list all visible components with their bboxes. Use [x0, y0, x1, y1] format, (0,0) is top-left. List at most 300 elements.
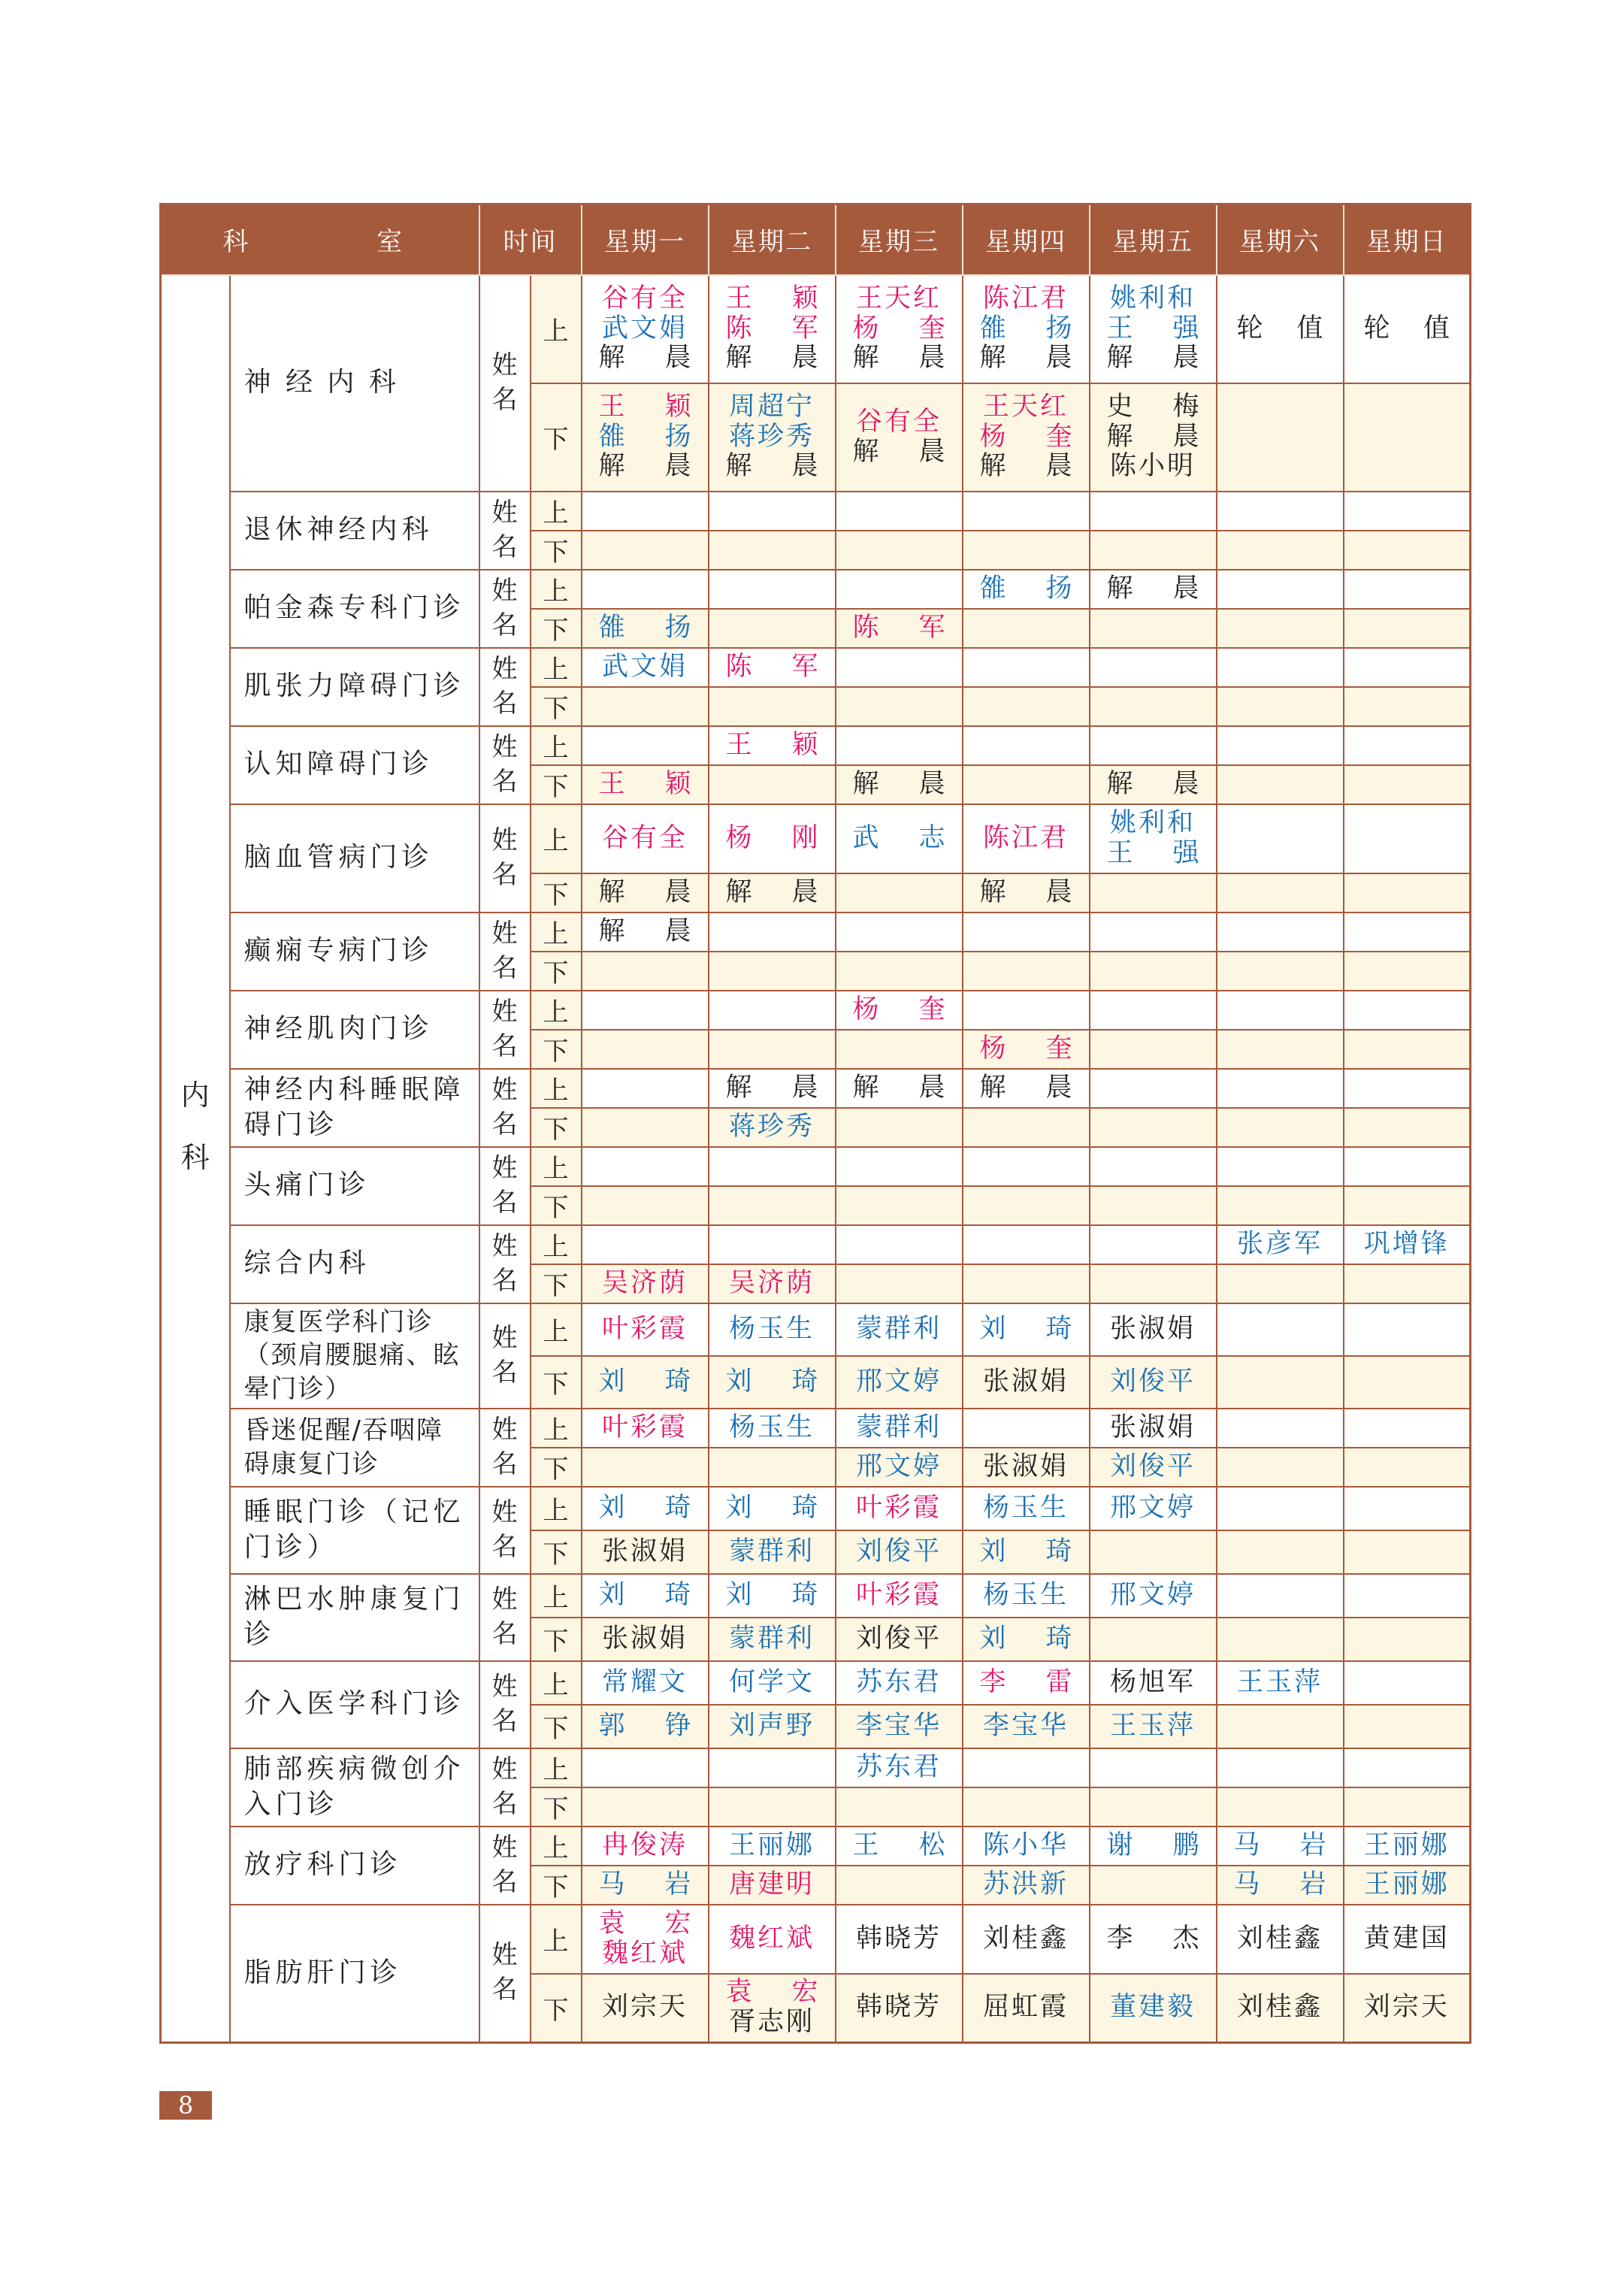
name-label: [479, 492, 531, 570]
schedule-cell: [1344, 765, 1471, 804]
schedule-cell: [963, 1030, 1090, 1069]
schedule-cell: [1217, 1705, 1344, 1748]
doctor-name: 谷有全: [601, 283, 688, 313]
doctor-name: 姚利和: [1109, 283, 1196, 313]
schedule-cell: [1217, 1147, 1344, 1186]
doctor-name: 吴济荫: [601, 1267, 688, 1298]
morning-label: 上: [531, 1748, 582, 1787]
schedule-cell: [1344, 609, 1471, 648]
schedule-cell: [1344, 1225, 1471, 1264]
schedule-body: [161, 275, 1471, 2043]
schedule-cell: [1090, 1186, 1217, 1225]
doctor-name: 王颖: [725, 729, 818, 760]
schedule-cell: [1344, 275, 1471, 383]
name-label-text: 姓名: [491, 653, 518, 719]
schedule-cell: [963, 1530, 1090, 1574]
schedule-cell: [963, 1574, 1090, 1618]
doctor-name: 雒扬: [598, 612, 691, 643]
schedule-cell: [582, 1530, 709, 1574]
name-label: [479, 275, 531, 492]
clinic-name: 昏迷促醒/吞咽障碍康复门诊: [230, 1409, 479, 1487]
schedule-cell: [1217, 1787, 1344, 1827]
schedule-cell: [582, 1905, 709, 1974]
schedule-cell: [836, 648, 963, 687]
morning-label: 上: [531, 1409, 582, 1448]
doctor-name: 邢文婷: [855, 1366, 942, 1397]
doctor-name: 杨玉生: [728, 1412, 815, 1442]
schedule-cell: [582, 1487, 709, 1530]
doctor-name: 邢文婷: [1109, 1492, 1196, 1523]
doctor-name: 刘琦: [979, 1536, 1072, 1566]
schedule-cell: [1217, 609, 1344, 648]
doctor-name: 史梅: [1106, 391, 1199, 422]
name-label-text: 姓名: [491, 1940, 518, 2005]
schedule-cell: [582, 1225, 709, 1264]
schedule-cell: [1217, 1618, 1344, 1661]
doctor-name: 张淑娟: [1109, 1313, 1196, 1344]
schedule-cell: [1217, 492, 1344, 531]
clinic-name: 综合内科: [230, 1225, 479, 1303]
doctor-name: 袁宏: [725, 1977, 818, 2008]
name-label: [479, 991, 531, 1069]
name-label: [479, 1069, 531, 1147]
schedule-cell: [582, 531, 709, 570]
schedule-cell: [1090, 1409, 1217, 1448]
doctor-name: 杨刚: [725, 822, 818, 853]
schedule-cell: [836, 1705, 963, 1748]
schedule-cell: [709, 570, 836, 609]
schedule-cell: [1217, 1264, 1344, 1303]
morning-label: 上: [531, 570, 582, 609]
name-label-text: 姓名: [491, 1584, 518, 1649]
clinic-name: 介入医学科门诊: [230, 1661, 479, 1748]
doctor-name: 杨奎: [852, 313, 945, 344]
schedule-cell: [582, 1748, 709, 1787]
schedule-cell: [963, 1827, 1090, 1866]
schedule-cell: [963, 1186, 1090, 1225]
morning-label: 上: [531, 991, 582, 1030]
doctor-name: 王颖: [725, 283, 818, 313]
name-label: [479, 648, 531, 726]
schedule-cell: [1344, 1069, 1471, 1108]
department-group: [161, 275, 230, 2043]
schedule-cell: [963, 1264, 1090, 1303]
schedule-cell: [709, 726, 836, 765]
doctor-name: 魏红斌: [728, 1923, 815, 1954]
doctor-name: 解晨: [852, 343, 945, 374]
schedule-cell: [1090, 1069, 1217, 1108]
doctor-name: 雒扬: [979, 573, 1072, 604]
schedule-cell: [709, 1409, 836, 1448]
doctor-name: 刘声野: [728, 1710, 815, 1741]
doctor-name: 王强: [1106, 837, 1199, 868]
schedule-cell: [1090, 1787, 1217, 1827]
schedule-row: [161, 1827, 1471, 1866]
schedule-cell: [582, 687, 709, 726]
doctor-name: 邢文婷: [855, 1451, 942, 1482]
schedule-cell: [1344, 913, 1471, 952]
schedule-cell: [836, 1108, 963, 1147]
schedule-cell: [1090, 1108, 1217, 1147]
schedule-cell: [836, 1530, 963, 1574]
schedule-cell: [1217, 726, 1344, 765]
doctor-name: 刘俊平: [855, 1536, 942, 1566]
afternoon-label: 下: [531, 687, 582, 726]
schedule-cell: [1090, 1974, 1217, 2043]
schedule-cell: [1344, 570, 1471, 609]
schedule-cell: [1090, 1264, 1217, 1303]
header-monday: 星期一: [582, 204, 709, 275]
outpatient-schedule-table: [159, 203, 1471, 2044]
afternoon-label: 下: [531, 1530, 582, 1574]
schedule-cell: [836, 1069, 963, 1108]
doctor-name: 武文娟: [601, 651, 688, 682]
schedule-cell: [963, 687, 1090, 726]
schedule-cell: [1090, 1225, 1217, 1264]
schedule-cell: [1344, 1030, 1471, 1069]
clinic-name: 帕金森专科门诊: [230, 570, 479, 648]
doctor-name: 吴济荫: [728, 1267, 815, 1298]
schedule-row: [161, 1574, 1471, 1618]
schedule-cell: [709, 913, 836, 952]
doctor-name: 王丽娜: [1363, 1830, 1450, 1860]
clinic-name: 神经肌肉门诊: [230, 991, 479, 1069]
doctor-name: 张淑娟: [1109, 1412, 1196, 1442]
doctor-name: 刘琦: [725, 1366, 818, 1397]
schedule-cell: [1217, 873, 1344, 913]
schedule-cell: [1344, 726, 1471, 765]
schedule-row: [161, 1661, 1471, 1705]
doctor-name: 杨玉生: [982, 1492, 1069, 1523]
doctor-name: 谷有全: [855, 406, 942, 437]
schedule-cell: [963, 1409, 1090, 1448]
schedule-cell: [1217, 531, 1344, 570]
morning-label: 上: [531, 1905, 582, 1974]
schedule-row: [161, 726, 1471, 765]
schedule-cell: [836, 1225, 963, 1264]
afternoon-label: 下: [531, 1866, 582, 1905]
schedule-cell: [1344, 531, 1471, 570]
schedule-cell: [582, 1409, 709, 1448]
name-label-text: 姓名: [491, 1152, 518, 1218]
doctor-name: 张淑娟: [982, 1451, 1069, 1482]
schedule-cell: [836, 1661, 963, 1705]
doctor-name: 屈虹霞: [982, 1992, 1069, 2023]
schedule-cell: [1217, 1186, 1344, 1225]
schedule-cell: [836, 1827, 963, 1866]
schedule-cell: [709, 1705, 836, 1748]
schedule-cell: [1217, 1866, 1344, 1905]
schedule-cell: [963, 383, 1090, 492]
doctor-name: 李雷: [979, 1666, 1072, 1697]
schedule-cell: [1344, 1264, 1471, 1303]
name-label: [479, 1303, 531, 1409]
schedule-cell: [1090, 1866, 1217, 1905]
schedule-cell: [1090, 1356, 1217, 1409]
doctor-name: 李宝华: [855, 1710, 942, 1741]
schedule-row: [161, 1748, 1471, 1787]
schedule-cell: [836, 726, 963, 765]
schedule-cell: [582, 873, 709, 913]
schedule-cell: [1217, 1448, 1344, 1487]
doctor-name: 常耀文: [601, 1666, 688, 1697]
doctor-name: 刘宗天: [1363, 1992, 1450, 2023]
clinic-name: 神经内科睡眠障碍门诊: [230, 1069, 479, 1147]
schedule-cell: [582, 1705, 709, 1748]
schedule-cell: [963, 1303, 1090, 1356]
schedule-cell: [1090, 609, 1217, 648]
morning-label: 上: [531, 1827, 582, 1866]
schedule-row: [161, 991, 1471, 1030]
schedule-cell: [1344, 1705, 1471, 1748]
doctor-name: 解晨: [725, 876, 818, 907]
schedule-cell: [836, 1030, 963, 1069]
schedule-cell: [709, 952, 836, 991]
doctor-name: 刘琦: [979, 1623, 1072, 1654]
schedule-cell: [963, 1905, 1090, 1974]
schedule-cell: [709, 648, 836, 687]
schedule-cell: [836, 1448, 963, 1487]
doctor-name: 韩晓芳: [855, 1992, 942, 2023]
doctor-name: 解晨: [1106, 421, 1199, 452]
schedule-cell: [709, 1487, 836, 1530]
schedule-cell: [709, 1030, 836, 1069]
name-label: [479, 726, 531, 804]
afternoon-label: 下: [531, 1974, 582, 2043]
schedule-cell: [963, 531, 1090, 570]
schedule-cell: [836, 275, 963, 383]
morning-label: 上: [531, 1069, 582, 1108]
schedule-cell: [1090, 648, 1217, 687]
name-label: [479, 1827, 531, 1905]
afternoon-label: 下: [531, 1186, 582, 1225]
doctor-name: 解晨: [1106, 768, 1199, 799]
schedule-cell: [582, 609, 709, 648]
doctor-name: 陈小明: [1109, 451, 1196, 482]
doctor-name: 刘桂鑫: [982, 1923, 1069, 1954]
schedule-cell: [836, 383, 963, 492]
morning-label: 上: [531, 804, 582, 873]
schedule-cell: [836, 1303, 963, 1356]
name-label-text: 姓名: [491, 1671, 518, 1736]
doctor-name: 杨奎: [979, 421, 1072, 452]
schedule-cell: [582, 1030, 709, 1069]
clinic-name: 睡眠门诊（记忆门诊）: [230, 1487, 479, 1574]
doctor-name: 刘宗天: [601, 1992, 688, 2023]
schedule-cell: [1344, 873, 1471, 913]
schedule-cell: [1217, 687, 1344, 726]
schedule-cell: [1344, 1108, 1471, 1147]
schedule-cell: [582, 1108, 709, 1147]
schedule-cell: [582, 1866, 709, 1905]
schedule-cell: [1090, 687, 1217, 726]
doctor-name: 邢文婷: [1109, 1579, 1196, 1610]
schedule-cell: [963, 1487, 1090, 1530]
name-label-text: 姓名: [491, 1754, 518, 1819]
schedule-cell: [1217, 1827, 1344, 1866]
schedule-cell: [1217, 570, 1344, 609]
schedule-cell: [963, 1974, 1090, 2043]
schedule-cell: [1344, 1974, 1471, 2043]
clinic-name: 脑血管病门诊: [230, 804, 479, 913]
schedule-cell: [1090, 275, 1217, 383]
afternoon-label: 下: [531, 873, 582, 913]
schedule-cell: [709, 1661, 836, 1705]
schedule-cell: [963, 1356, 1090, 1409]
schedule-cell: [582, 804, 709, 873]
schedule-cell: [709, 609, 836, 648]
doctor-name: 刘俊平: [1109, 1451, 1196, 1482]
schedule-cell: [709, 1303, 836, 1356]
schedule-cell: [1217, 991, 1344, 1030]
schedule-cell: [582, 913, 709, 952]
schedule-cell: [709, 492, 836, 531]
schedule-cell: [836, 1787, 963, 1827]
schedule-cell: [582, 492, 709, 531]
schedule-cell: [582, 765, 709, 804]
schedule-cell: [1090, 1661, 1217, 1705]
schedule-cell: [1090, 726, 1217, 765]
schedule-cell: [963, 1108, 1090, 1147]
name-label-text: 姓名: [491, 1322, 518, 1388]
doctor-name: 陈小华: [982, 1830, 1069, 1860]
doctor-name: 解晨: [598, 451, 691, 482]
schedule-cell: [963, 952, 1090, 991]
schedule-cell: [963, 1069, 1090, 1108]
schedule-cell: [963, 726, 1090, 765]
schedule-cell: [1344, 492, 1471, 531]
doctor-name: 胥志刚: [728, 2007, 815, 2038]
doctor-name: 解晨: [598, 916, 691, 946]
schedule-cell: [1217, 1069, 1344, 1108]
schedule-cell: [1344, 1866, 1471, 1905]
schedule-cell: [582, 383, 709, 492]
schedule-cell: [1344, 991, 1471, 1030]
schedule-cell: [963, 1866, 1090, 1905]
schedule-cell: [709, 1787, 836, 1827]
name-label: [479, 1147, 531, 1225]
name-label: [479, 1487, 531, 1574]
schedule-cell: [1217, 1748, 1344, 1787]
afternoon-label: 下: [531, 1264, 582, 1303]
name-label-text: 姓名: [491, 575, 518, 640]
doctor-name: 巩增锋: [1363, 1228, 1450, 1259]
doctor-name: 蒙群利: [855, 1313, 942, 1344]
schedule-cell: [1344, 1487, 1471, 1530]
schedule-cell: [1090, 1487, 1217, 1530]
schedule-cell: [1344, 1303, 1471, 1356]
schedule-cell: [709, 383, 836, 492]
doctor-name: 董建毅: [1109, 1992, 1196, 2023]
schedule-row: [161, 492, 1471, 531]
schedule-cell: [1344, 687, 1471, 726]
schedule-row: [161, 1487, 1471, 1530]
schedule-cell: [582, 1303, 709, 1356]
schedule-cell: [1090, 952, 1217, 991]
afternoon-label: 下: [531, 1618, 582, 1661]
clinic-name: 头痛门诊: [230, 1147, 479, 1225]
schedule-row: [161, 648, 1471, 687]
doctor-name: 解晨: [725, 451, 818, 482]
schedule-cell: [1090, 1827, 1217, 1866]
doctor-name: 叶彩霞: [855, 1579, 942, 1610]
doctor-name: 雒扬: [598, 421, 691, 452]
afternoon-label: 下: [531, 609, 582, 648]
schedule-cell: [582, 1147, 709, 1186]
afternoon-label: 下: [531, 1787, 582, 1827]
doctor-name: 武文娟: [601, 313, 688, 344]
schedule-cell: [836, 1356, 963, 1409]
schedule-cell: [1090, 1147, 1217, 1186]
schedule-cell: [1090, 1574, 1217, 1618]
clinic-name: 肌张力障碍门诊: [230, 648, 479, 726]
schedule-cell: [709, 1866, 836, 1905]
schedule-cell: [582, 275, 709, 383]
doctor-name: 李杰: [1106, 1923, 1199, 1954]
doctor-name: 陈军: [852, 612, 945, 643]
schedule-cell: [836, 1618, 963, 1661]
schedule-cell: [709, 1974, 836, 2043]
schedule-cell: [582, 1264, 709, 1303]
schedule-cell: [963, 1787, 1090, 1827]
schedule-cell: [709, 1530, 836, 1574]
clinic-name: 肺部疾病微创介入门诊: [230, 1748, 479, 1827]
schedule-cell: [1217, 275, 1344, 383]
name-label: [479, 1574, 531, 1661]
schedule-cell: [1344, 1905, 1471, 1974]
doctor-name: 陈军: [725, 313, 818, 344]
schedule-cell: [1217, 1356, 1344, 1409]
header-department: 科 室: [161, 204, 479, 275]
name-label: [479, 804, 531, 913]
doctor-name: 唐建明: [728, 1869, 815, 1899]
doctor-name: 刘琦: [598, 1492, 691, 1523]
schedule-cell: [836, 492, 963, 531]
doctor-name: 谢鹏: [1106, 1830, 1199, 1860]
schedule-cell: [1090, 570, 1217, 609]
doctor-name: 张彦军: [1236, 1228, 1323, 1259]
schedule-cell: [1344, 1147, 1471, 1186]
doctor-name: 黄建国: [1363, 1923, 1450, 1954]
afternoon-label: 下: [531, 1030, 582, 1069]
schedule-cell: [582, 1827, 709, 1866]
doctor-name: 何学文: [728, 1666, 815, 1697]
schedule-row: [161, 1303, 1471, 1356]
schedule-cell: [836, 804, 963, 873]
schedule-cell: [709, 1905, 836, 1974]
clinic-name: 神 经 内 科: [230, 275, 479, 492]
schedule-cell: [1090, 1030, 1217, 1069]
afternoon-label: 下: [531, 952, 582, 991]
schedule-cell: [836, 873, 963, 913]
schedule-cell: [709, 275, 836, 383]
schedule-cell: [963, 1448, 1090, 1487]
schedule-cell: [836, 765, 963, 804]
morning-label: 上: [531, 1303, 582, 1356]
schedule-cell: [836, 1409, 963, 1448]
doctor-name: 魏红斌: [601, 1938, 688, 1969]
schedule-row: [161, 275, 1471, 383]
schedule-cell: [836, 913, 963, 952]
header-time: 时间: [479, 204, 582, 275]
doctor-name: 蒙群利: [728, 1536, 815, 1566]
page-number: 8: [159, 2091, 212, 2120]
schedule-cell: [1344, 1787, 1471, 1827]
schedule-cell: [963, 275, 1090, 383]
schedule-cell: [1217, 1487, 1344, 1530]
schedule-cell: [709, 1186, 836, 1225]
schedule-cell: [836, 1905, 963, 1974]
